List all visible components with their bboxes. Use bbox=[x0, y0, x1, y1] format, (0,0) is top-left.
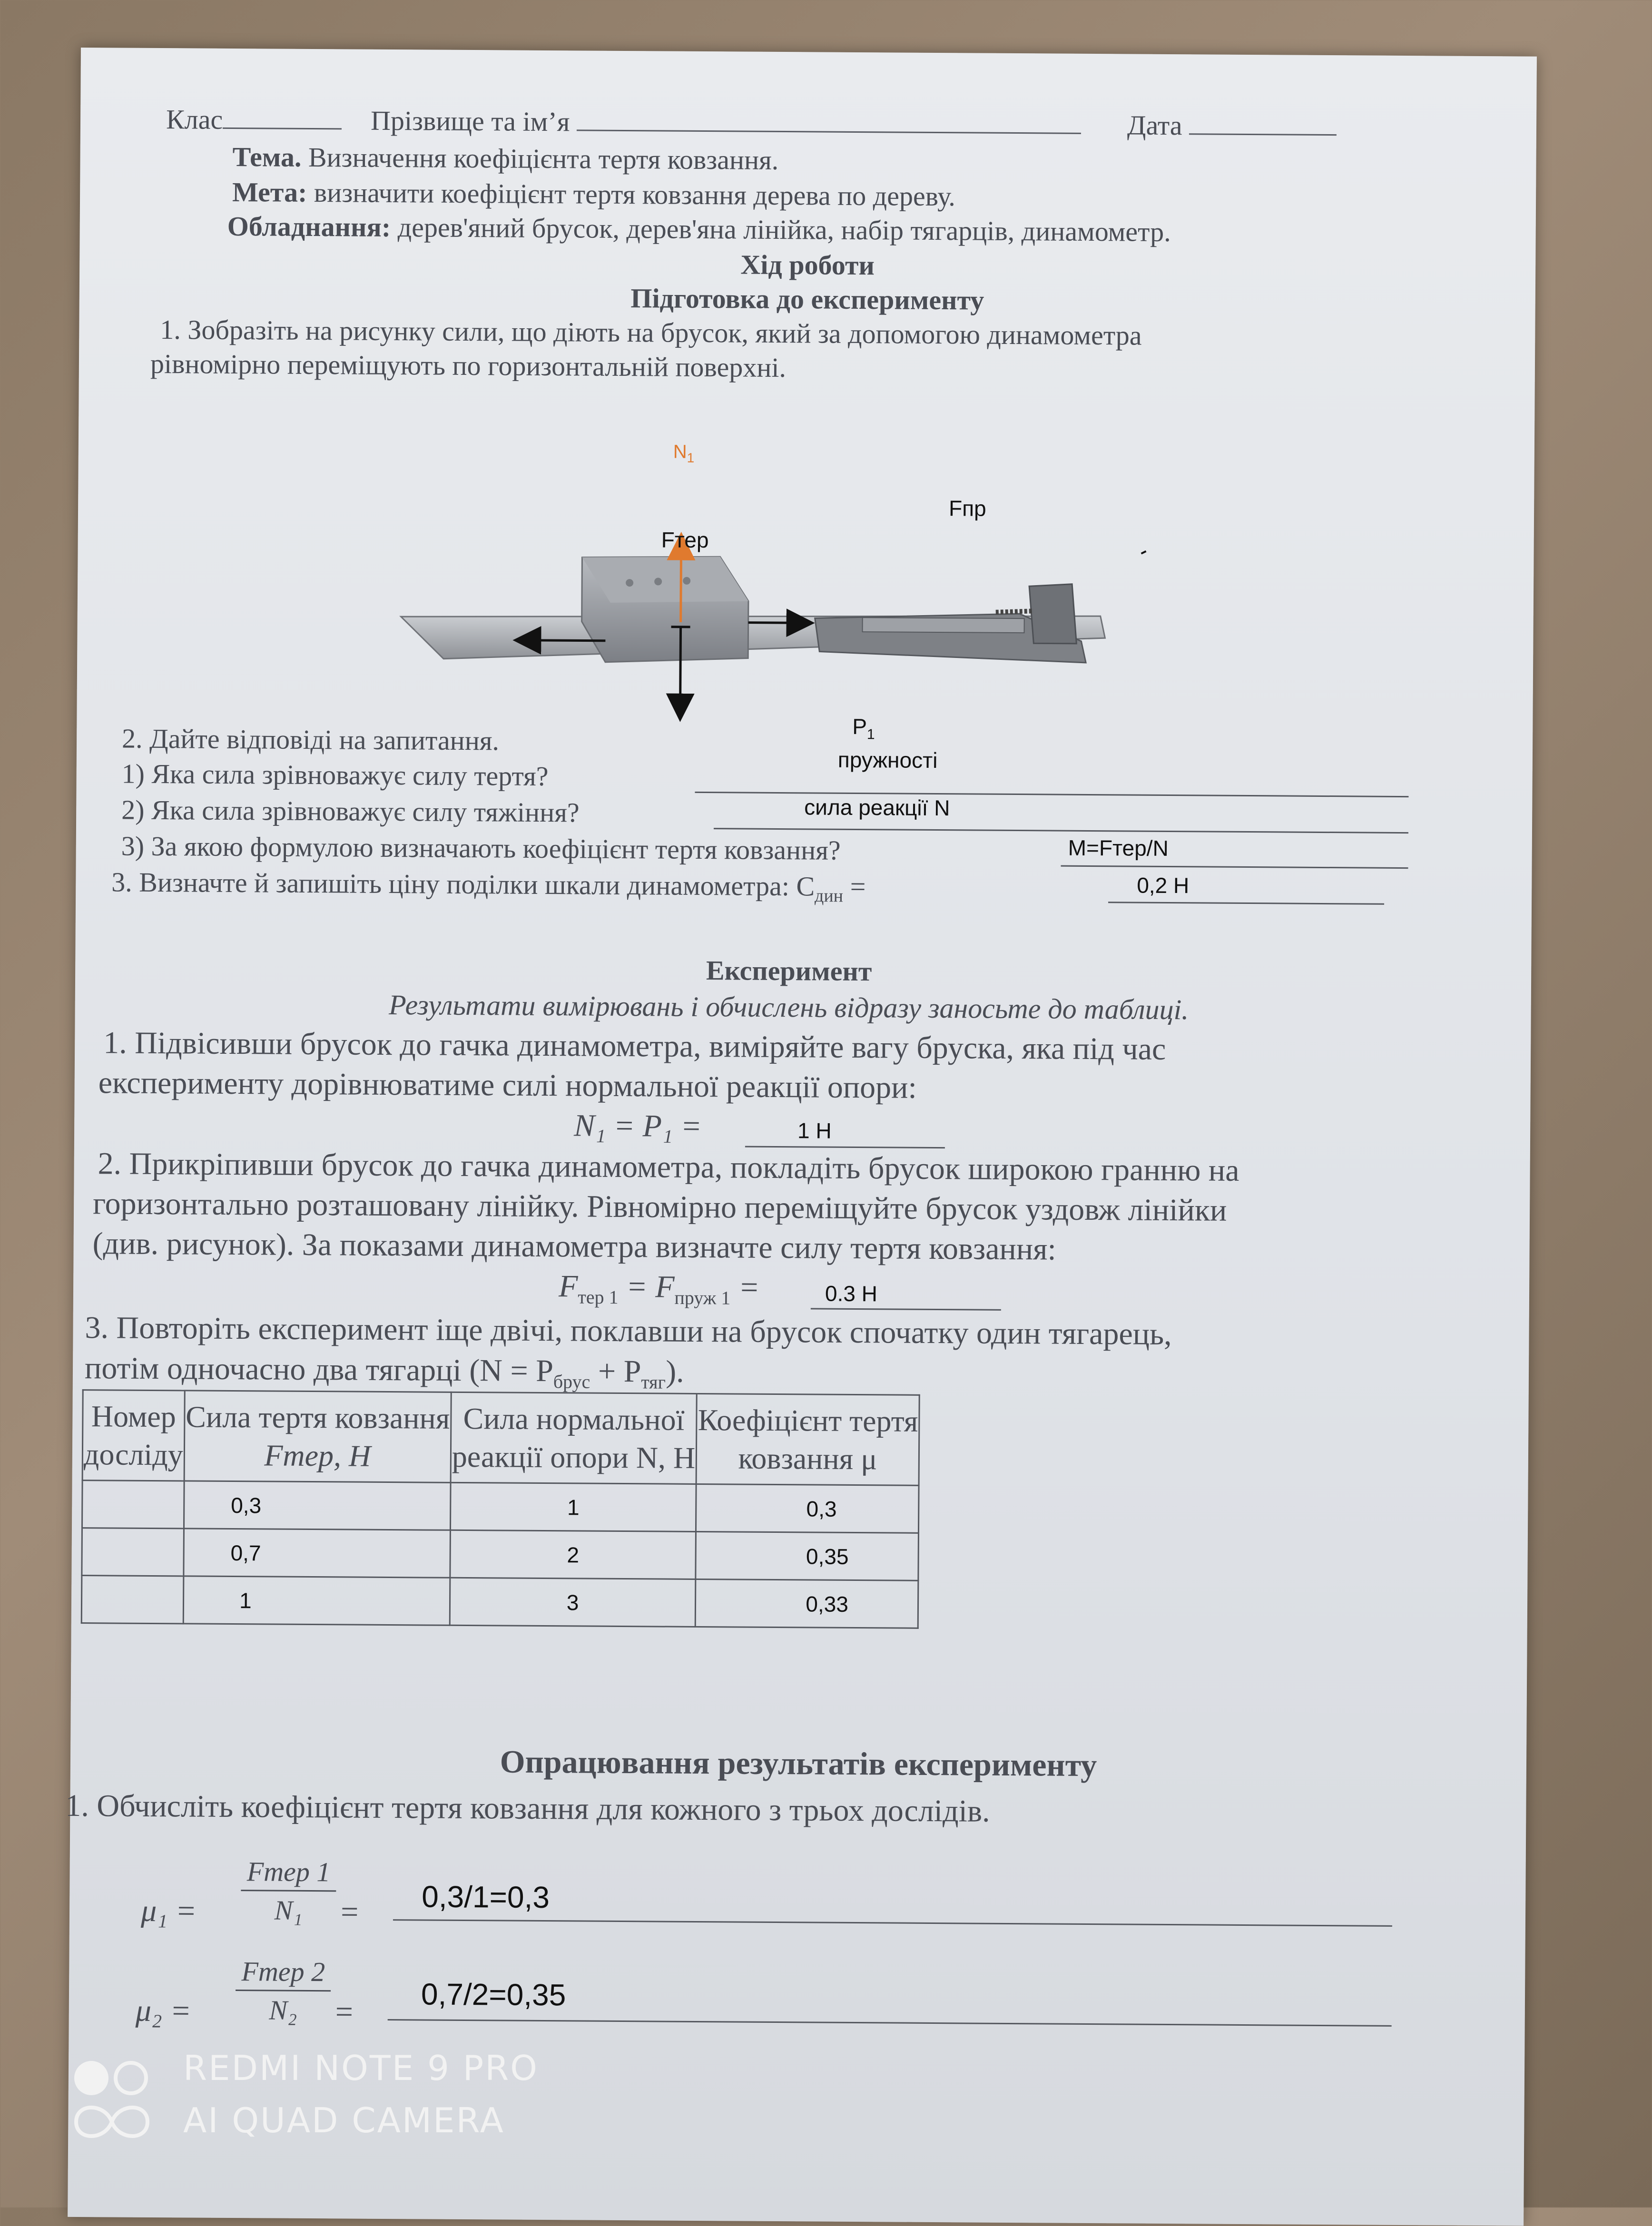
class-label: Клас bbox=[166, 104, 223, 135]
date-label: Дата bbox=[1127, 109, 1182, 141]
step1-line2: експерименту дорівнюватиме силі нормальної реакції опори: bbox=[98, 1066, 917, 1105]
name-label: Прізвище та ім’я bbox=[371, 105, 570, 137]
experiment-title: Експеримент bbox=[75, 951, 1503, 990]
cell-coef: 0,33 bbox=[696, 1579, 918, 1628]
results-table bbox=[81, 1389, 920, 1629]
worksheet-page bbox=[68, 48, 1537, 2226]
answer-4: 0,2 Н bbox=[1137, 873, 1189, 899]
header-coef-l2: ковзання μ bbox=[738, 1441, 877, 1476]
step2-formula bbox=[559, 1269, 760, 1309]
date-field bbox=[1127, 110, 1337, 141]
cell-normal: 3 bbox=[450, 1578, 696, 1627]
topic-text: Визначення коефіцієнта тертя ковзання. bbox=[308, 142, 779, 176]
wooden-block bbox=[581, 556, 748, 663]
table-row bbox=[82, 1481, 918, 1533]
step2-f2: = F bbox=[618, 1269, 674, 1304]
header-normal bbox=[451, 1392, 697, 1484]
answer-1: пружності bbox=[838, 747, 938, 773]
step2-eq: = bbox=[730, 1270, 759, 1304]
cell-friction: 1 bbox=[183, 1576, 450, 1625]
watermark-line2: AI QUAD CAMERA bbox=[183, 2100, 505, 2140]
goal-text: визначити коефіцієнт тертя ковзання дерева по дереву. bbox=[314, 177, 955, 212]
task1-line1: 1. Зобразіть на рисунку сили, що діють на брусок, який за допомогою динамометра bbox=[160, 314, 1142, 351]
step3-line1: 3. Повторіть експеримент іще двічі, поклавши на брусок спочатку один тягарець, bbox=[85, 1311, 1172, 1352]
frac2-denominator: N₂ bbox=[236, 1991, 331, 2026]
question-4-sub: дин bbox=[815, 886, 843, 906]
watermark-line1: REDMI NOTE 9 PRO bbox=[183, 2048, 539, 2088]
p1-letter: P bbox=[852, 714, 867, 739]
n1-letter: N bbox=[673, 441, 687, 462]
answer-3: M=Fтер/N bbox=[1068, 835, 1169, 861]
question-1: 1) Яка сила зрівноважує силу тертя? bbox=[121, 759, 548, 792]
header-friction-l1: Сила тертя ковзання bbox=[186, 1400, 450, 1435]
header-friction bbox=[184, 1391, 451, 1482]
question-4-text: 3. Визначте й запишіть ціну поділки шкали динамометра: C bbox=[111, 866, 815, 902]
name-field bbox=[371, 106, 1081, 140]
frac2-numerator: Fтер 2 bbox=[236, 1956, 331, 1991]
eq2: = bbox=[335, 1995, 354, 2030]
table-row bbox=[81, 1576, 918, 1628]
answer-mu1: 0,3/1=0,3 bbox=[422, 1879, 550, 1915]
header-coef-l1: Коефіцієнт тертя bbox=[698, 1402, 918, 1438]
header-normal-l2: реакції опори N, Н bbox=[452, 1439, 696, 1474]
frac1 bbox=[241, 1856, 336, 1926]
answer-2: сила реакції N bbox=[804, 794, 950, 821]
step3-line2 bbox=[85, 1351, 684, 1393]
cell-coef: 0,35 bbox=[696, 1531, 918, 1580]
cell-coef: 0,3 bbox=[696, 1484, 919, 1533]
cell-friction: 0,7 bbox=[184, 1529, 451, 1578]
step1-formula: N₁ = P₁ = bbox=[574, 1108, 702, 1144]
task1-line2: рівномірно переміщують по горизонтальній поверхні. bbox=[150, 349, 786, 383]
step2-line3: (див. рисунок). За показами динамометра визначте силу тертя ковзання: bbox=[92, 1226, 1056, 1267]
cell-number bbox=[82, 1528, 184, 1576]
n1-subscript: 1 bbox=[687, 451, 695, 465]
step2-f1: F bbox=[559, 1269, 578, 1304]
fpr-label bbox=[949, 495, 986, 521]
class-field bbox=[166, 104, 342, 136]
fpr-text: Fпр bbox=[949, 496, 986, 520]
answer-mu2: 0,7/2=0,35 bbox=[421, 1976, 566, 2012]
step3-sub2: тяг bbox=[641, 1371, 666, 1392]
equipment-line bbox=[227, 211, 1171, 247]
processing-task1: 1. Обчисліть коефіцієнт тертя ковзання для кожного з трьох дослідів. bbox=[65, 1789, 990, 1829]
header-number-l2: досліду bbox=[84, 1437, 183, 1471]
cell-friction: 0,3 bbox=[184, 1481, 451, 1530]
step3-plus: + P bbox=[590, 1354, 641, 1389]
cell-number bbox=[81, 1576, 183, 1624]
fter-text: Fтер bbox=[661, 527, 709, 552]
p1-label bbox=[852, 714, 875, 743]
frac1-numerator: Fтер 1 bbox=[241, 1856, 336, 1892]
step3-text: потім одночасно два тягарці (N = P bbox=[85, 1351, 553, 1388]
step1-answer: 1 Н bbox=[797, 1118, 832, 1143]
step2-sub1: тер 1 bbox=[578, 1286, 619, 1308]
prep-title: Підготовка до експерименту bbox=[79, 280, 1535, 319]
camera-logo-icon bbox=[71, 2055, 152, 2146]
question-2: 2) Яка сила зрівноважує силу тяжіння? bbox=[121, 795, 580, 828]
dynamometer bbox=[815, 582, 1086, 662]
friction-force-arrow bbox=[517, 640, 605, 641]
frac1-denominator: N₁ bbox=[241, 1891, 336, 1926]
step2-line2: горизонтально розташовану лінійку. Рівномірно переміщуйте брусок уздовж лінійки bbox=[93, 1187, 1227, 1228]
cell-normal: 1 bbox=[450, 1482, 696, 1531]
header-number-l1: Номер bbox=[91, 1399, 176, 1433]
topic-line bbox=[232, 142, 778, 176]
experiment-subtitle: Результати вимірювань і обчислень відразу заносьте до таблиці. bbox=[75, 987, 1503, 1027]
step2-line1: 2. Прикріпивши брусок до гачка динамометра, покладіть брусок широкою гранню на bbox=[98, 1147, 1239, 1188]
goal-label: Мета: bbox=[232, 177, 307, 208]
header-number bbox=[82, 1390, 185, 1481]
table-row bbox=[82, 1528, 918, 1581]
equipment-text: дерев'яний брусок, дерев'яна лінійка, набір тягарців, динамометр. bbox=[398, 212, 1171, 247]
p1-subscript: 1 bbox=[867, 726, 875, 742]
step1-line1: 1. Підвісивши брусок до гачка динамометра, виміряйте вагу бруска, яка під час bbox=[103, 1026, 1166, 1067]
mu2-label: μ₂ = bbox=[136, 1994, 192, 2029]
cell-number bbox=[82, 1481, 184, 1529]
processing-title: Опрацювання результатів експерименту bbox=[70, 1741, 1526, 1785]
eq1: = bbox=[341, 1895, 359, 1930]
question-4-eq: = bbox=[850, 871, 866, 902]
step3-end: ). bbox=[666, 1354, 684, 1389]
work-title: Хід роботи bbox=[79, 245, 1535, 284]
header-friction-l2: Fтер, Н bbox=[264, 1438, 371, 1472]
question-3: 3) За якою формулою визначають коефіцієнт тертя ковзання? bbox=[121, 831, 841, 866]
topic-label: Тема. bbox=[232, 141, 301, 173]
force-diagram bbox=[315, 420, 1363, 769]
frac2 bbox=[236, 1956, 331, 2026]
goal-line bbox=[232, 177, 955, 212]
question-4 bbox=[111, 867, 866, 906]
fter-label bbox=[661, 527, 709, 553]
table-header-row bbox=[82, 1390, 919, 1486]
step2-sub2: пруж 1 bbox=[674, 1287, 730, 1309]
cell-normal: 2 bbox=[450, 1530, 696, 1579]
mu1-label: μ₁ = bbox=[141, 1894, 197, 1929]
n1-label bbox=[673, 441, 695, 466]
step3-sub1: брус bbox=[553, 1371, 590, 1392]
questions-title: 2. Дайте відповіді на запитання. bbox=[122, 724, 499, 756]
header-coef bbox=[696, 1393, 919, 1485]
step2-answer: 0.3 Н bbox=[825, 1281, 877, 1307]
equipment-label: Обладнання: bbox=[227, 211, 391, 243]
header-normal-l1: Сила нормальної bbox=[463, 1401, 684, 1436]
